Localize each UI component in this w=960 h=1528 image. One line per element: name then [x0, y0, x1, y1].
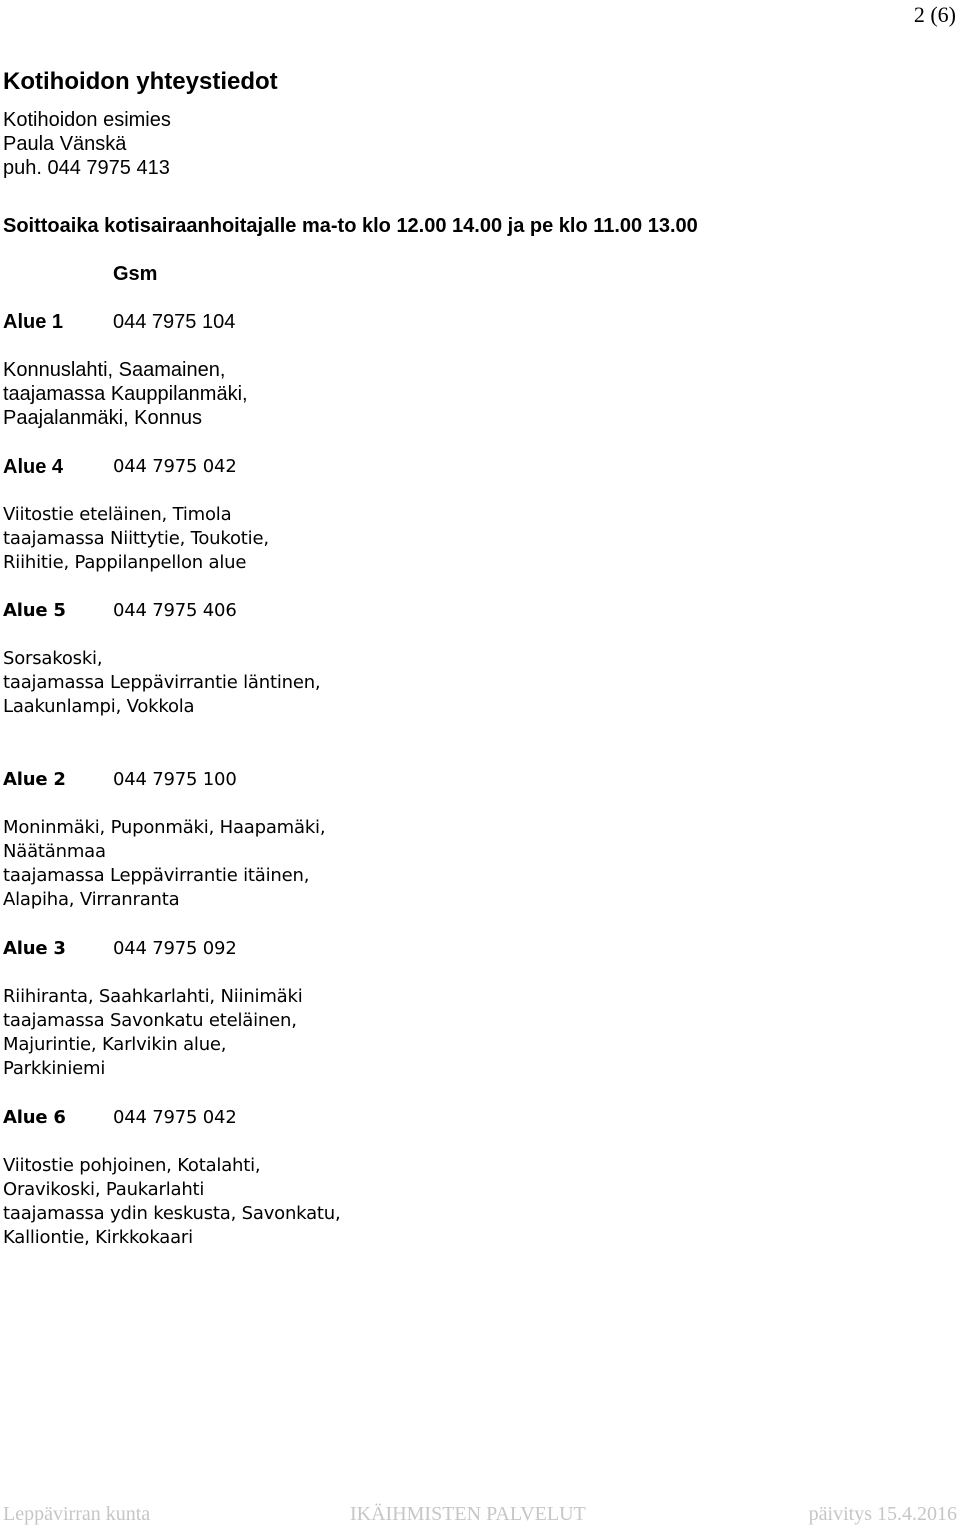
area-line: Näätänmaa	[3, 841, 106, 862]
area-line: Majurintie, Karlvikin alue,	[3, 1034, 227, 1055]
area-line: taajamassa Kauppilanmäki,	[3, 383, 248, 405]
area-phone: 044 7975 406	[113, 600, 237, 621]
area-line: Moninmäki, Puponmäki, Haapamäki,	[3, 817, 326, 838]
area-label: Alue 6	[3, 1107, 66, 1128]
supervisor-phone: puh. 044 7975 413	[3, 157, 170, 179]
area-line: Alapiha, Virranranta	[3, 889, 180, 910]
area-description	[3, 816, 325, 912]
footer-department: IKÄIHMISTEN PALVELUT	[350, 1503, 586, 1525]
call-time: Soittoaika kotisairaanhoitajalle ma-to klo 12.00 14.00 ja pe klo 11.00 13.00	[3, 215, 698, 237]
area-line: Riihiranta, Saahkarlahti, Niinimäki	[3, 986, 303, 1007]
area-description	[3, 985, 303, 1081]
area-line: Laakunlampi, Vokkola	[3, 696, 195, 717]
area-phone: 044 7975 042	[113, 1107, 237, 1128]
area-line: Riihitie, Pappilanpellon alue	[3, 552, 247, 573]
area-description	[3, 503, 269, 575]
footer-municipality: Leppävirran kunta	[3, 1503, 151, 1525]
supervisor-name: Paula Vänskä	[3, 133, 127, 155]
footer-updated-date: päivitys 15.4.2016	[808, 1503, 957, 1525]
supervisor-block	[3, 108, 171, 180]
area-description	[3, 647, 320, 719]
area-phone: 044 7975 042	[113, 456, 237, 477]
area-line: Viitostie pohjoinen, Kotalahti,	[3, 1155, 261, 1176]
area-label: Alue 5	[3, 600, 66, 621]
area-line: taajamassa Leppävirrantie itäinen,	[3, 865, 310, 886]
area-phone: 044 7975 104	[113, 311, 236, 333]
area-line: Parkkiniemi	[3, 1058, 106, 1079]
area-label: Alue 1	[3, 311, 64, 333]
area-label: Alue 2	[3, 769, 66, 790]
area-line: taajamassa Savonkatu eteläinen,	[3, 1010, 297, 1031]
area-line: Oravikoski, Paukarlahti	[3, 1179, 205, 1200]
area-description	[3, 358, 248, 430]
page-number: 2 (6)	[913, 2, 956, 27]
area-line: Konnuslahti, Saamainen,	[3, 359, 226, 381]
area-label: Alue 3	[3, 938, 66, 959]
area-line: Paajalanmäki, Konnus	[3, 407, 203, 429]
page-title: Kotihoidon yhteystiedot	[3, 68, 278, 95]
area-phone: 044 7975 100	[113, 769, 237, 790]
gsm-header: Gsm	[113, 263, 158, 285]
supervisor-role: Kotihoidon esimies	[3, 109, 171, 131]
area-line: taajamassa ydin keskusta, Savonkatu,	[3, 1203, 341, 1224]
area-line: Sorsakoski,	[3, 648, 103, 669]
area-description	[3, 1154, 341, 1250]
area-line: Viitostie eteläinen, Timola	[3, 504, 232, 525]
area-line: taajamassa Leppävirrantie läntinen,	[3, 672, 321, 693]
area-line: taajamassa Niittytie, Toukotie,	[3, 528, 269, 549]
area-label: Alue 4	[3, 456, 64, 478]
area-phone: 044 7975 092	[113, 938, 237, 959]
area-line: Kalliontie, Kirkkokaari	[3, 1227, 193, 1248]
